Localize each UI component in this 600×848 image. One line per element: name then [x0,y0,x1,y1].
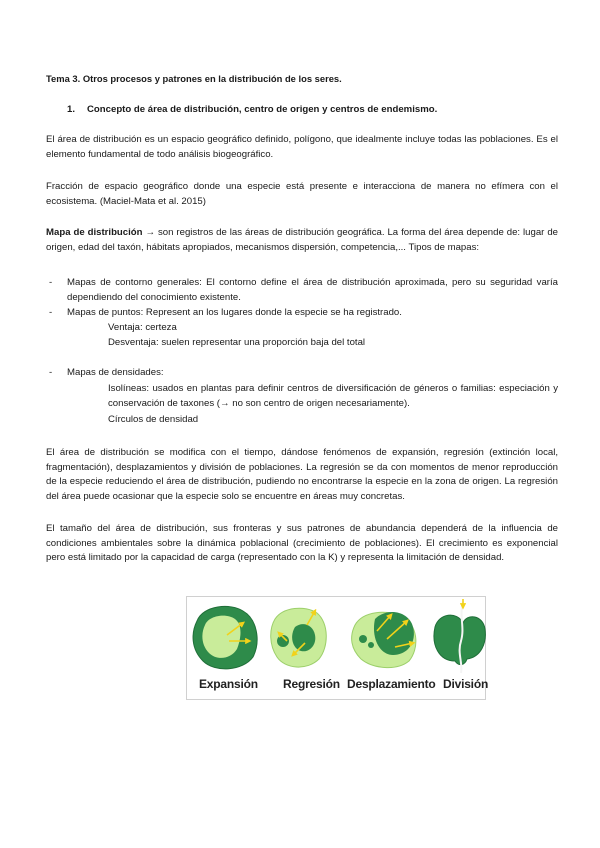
division-diagram [434,599,485,673]
point-maps-advantage: Ventaja: certeza [108,322,177,333]
caption-displacement: Desplazamiento [347,677,436,691]
paragraph-fraction: Fracción de espacio geográfico donde una especie está presente e interacciona de manera no efímera con el ecosistema. (Maciel-Mata et al. 2015) [46,181,558,207]
section-heading: Concepto de área de distribución, centro de origen y centros de endemismo. [87,104,438,115]
point-maps-disadvantage: Desventaja: suelen representar una proporción baja del total [108,337,366,348]
paragraph-area-size: El tamaño del área de distribución, sus fronteras y sus patrones de abundancia dependerá de la influencia de condiciones ambientales sobre la dinámica poblacional (crecimiento de poblaciones). El crecimiento es exponencial pero está limitado por la capacidad de carga (representado con la K) y representa la limitación de densidad. [46,523,558,563]
list-dash: - [49,307,53,318]
section-number: 1. [67,104,76,115]
list-dash: - [49,367,53,378]
list-item-contour-maps: Mapas de contorno generales: El contorno define el área de distribución aproximada, pero su seguridad varía dependiendo del conocimiento existente. [67,277,558,303]
paragraph-distribution-map [46,226,558,255]
caption-division: División [443,677,489,691]
expansion-diagram [193,606,257,668]
density-circles: Círculos de densidad [108,414,199,425]
distribution-map-text: → son registros de las áreas de distribución geográfica. La forma del área depende de: lugar de origen, edad del taxón, hábitats apropiados, mecanismos dispersión, competencia,... Tipos de mapas: [46,227,558,253]
document-title: Tema 3. Otros procesos y patrones en la distribución de los seres. [46,73,342,84]
list-item-point-maps: Mapas de puntos: Represent an los lugares donde la especie se ha registrado. [67,307,402,318]
list-dash: - [49,277,53,288]
distribution-map-term: Mapa de distribución [46,227,143,238]
caption-regression: Regresión [283,677,340,691]
distribution-processes-figure [186,596,489,700]
paragraph-definition: El área de distribución es un espacio geográfico definido, polígono, que idealmente incluye todas las poblaciones. Es el elemento fundamental de todo análisis biogeográfico. [46,134,558,160]
caption-expansion: Expansión [199,677,258,691]
list-item-density-maps: Mapas de densidades: [67,367,164,378]
density-isolines: Isolíneas: usados en plantas para definir centros de diversificación de géneros o familias: especiación y conservación de taxones (→ no son centro de origen necesariamente). [108,383,558,409]
displacement-diagram [352,612,416,668]
paragraph-area-changes: El área de distribución se modifica con el tiempo, dándose fenómenos de expansión, regresión (extinción local, fragmentación), desplazamientos y división de poblaciones. La regresión se da con momentos de menor reproducción de la especie reduciendo el área de distribución, pudiendo no encontrarse la especie en la zona de origen. La regresión del área puede ocasionar que la especie solo se encuentre en áreas muy concretas. [46,447,558,502]
regression-diagram [271,608,327,667]
